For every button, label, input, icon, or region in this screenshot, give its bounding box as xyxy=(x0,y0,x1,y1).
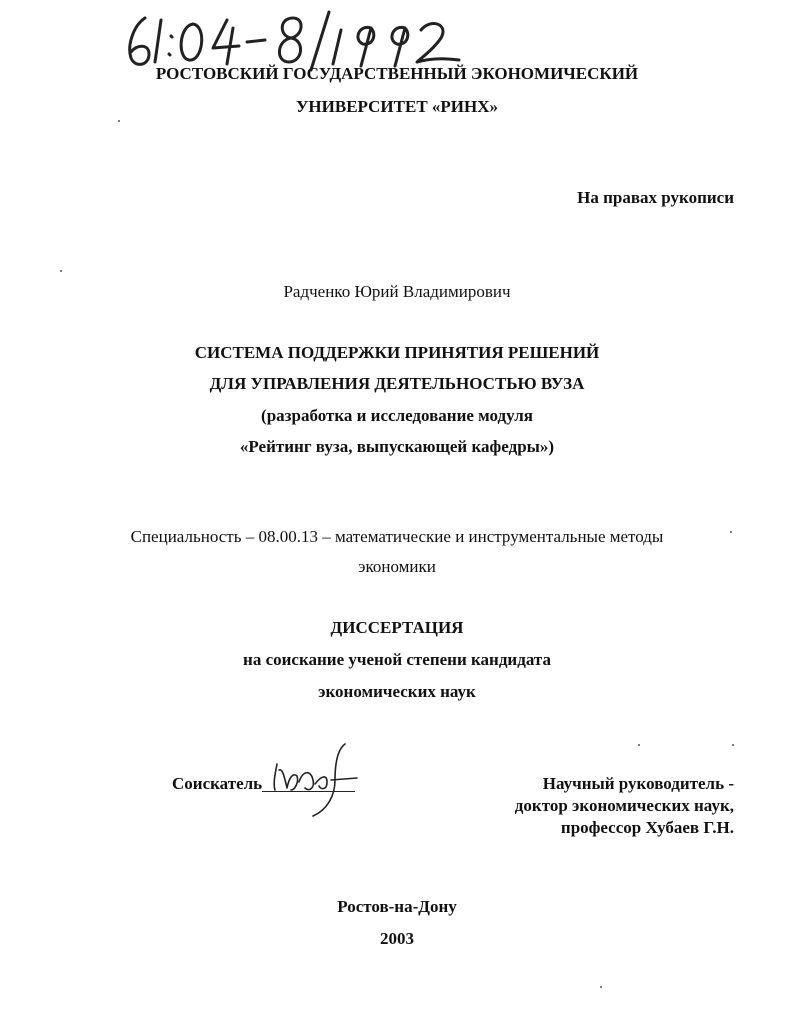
scan-speck xyxy=(118,120,120,122)
degree-line2: экономических наук xyxy=(318,682,476,701)
author-name: Радченко Юрий Владимирович xyxy=(283,282,511,301)
scan-speck xyxy=(638,744,640,746)
title-line2: ДЛЯ УПРАВЛЕНИЯ ДЕЯТЕЛЬНОСТЬЮ ВУЗА xyxy=(209,374,585,393)
university-name-line2: УНИВЕРСИТЕТ «РИНХ» xyxy=(295,97,499,116)
title-subtitle-line1: (разработка и исследование модуля xyxy=(261,406,533,425)
scan-speck xyxy=(732,744,734,746)
city: Ростов-на-Дону xyxy=(337,897,457,916)
scan-speck xyxy=(730,531,732,533)
supervisor-role: Научный руководитель - xyxy=(542,774,734,793)
scan-speck xyxy=(600,986,602,988)
dissertation-heading: ДИССЕРТАЦИЯ xyxy=(330,618,464,637)
title-subtitle-line2: «Рейтинг вуза, выпускающей кафедры») xyxy=(239,437,555,456)
degree-line1: на соискание ученой степени кандидата xyxy=(243,650,551,669)
supervisor-name: профессор Хубаев Г.Н. xyxy=(560,818,734,837)
specialty-line1: Специальность – 08.00.13 – математические и инструментальные методы xyxy=(130,527,664,546)
specialty-line2: экономики xyxy=(358,557,436,576)
applicant-label: Соискатель xyxy=(172,774,263,793)
year: 2003 xyxy=(380,929,414,948)
scan-speck xyxy=(60,270,62,272)
supervisor-degree: доктор экономических наук, xyxy=(514,796,734,815)
applicant-signature xyxy=(265,740,365,820)
university-name-line1: РОСТОВСКИЙ ГОСУДАРСТВЕННЫЙ ЭКОНОМИЧЕСКИЙ xyxy=(155,64,639,83)
manuscript-note: На правах рукописи xyxy=(577,188,734,207)
title-line1: СИСТЕМА ПОДДЕРЖКИ ПРИНЯТИЯ РЕШЕНИЙ xyxy=(194,343,600,362)
